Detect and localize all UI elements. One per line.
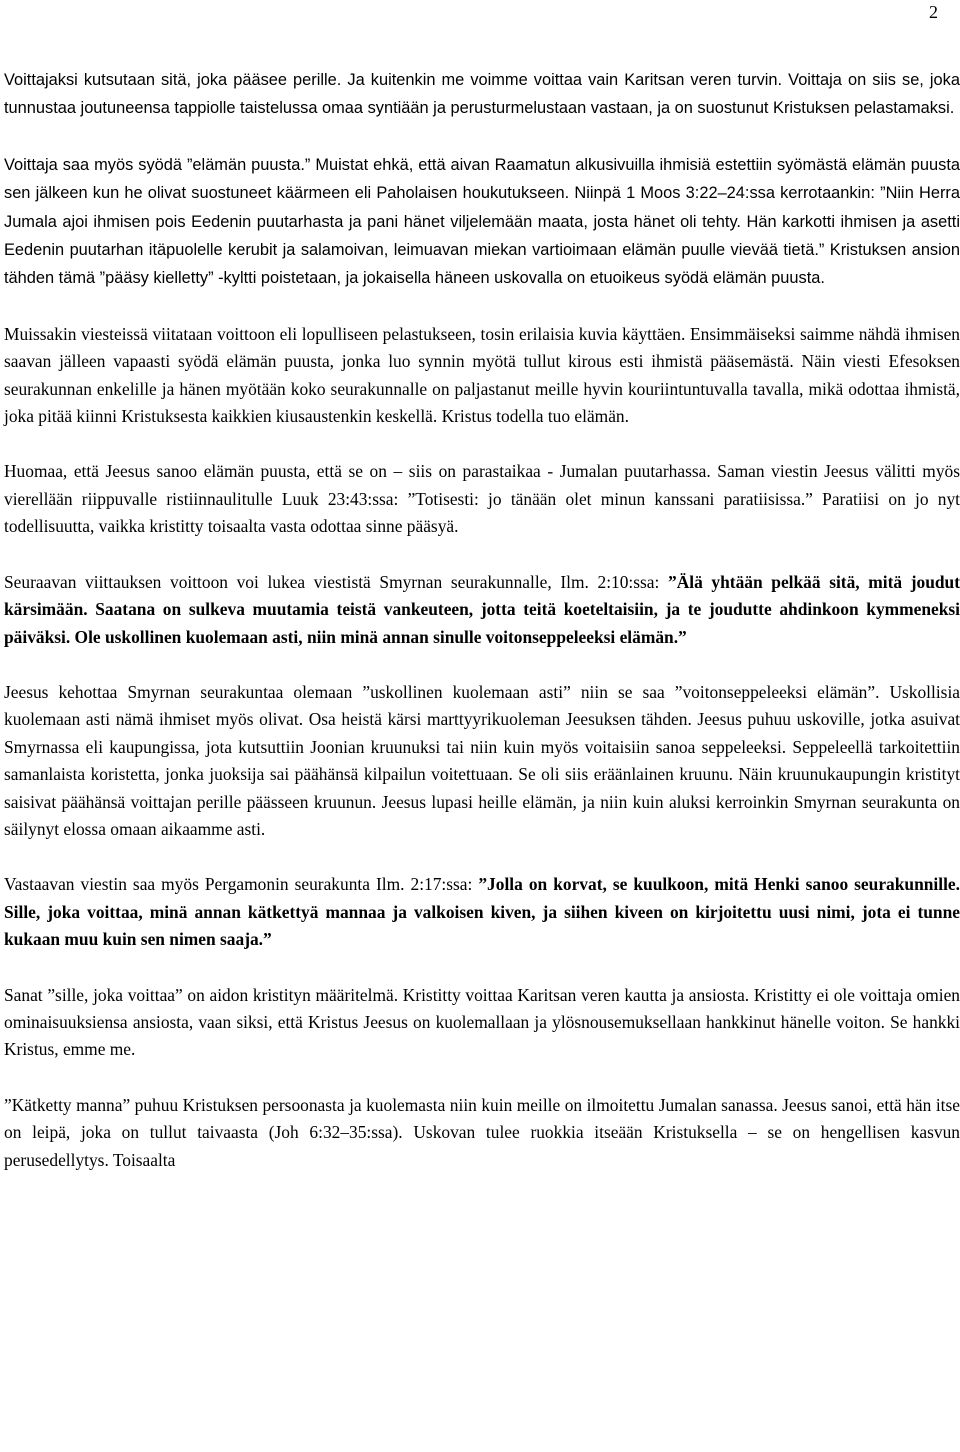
paragraph-text: Huomaa, että Jeesus sanoo elämän puusta, että se on – siis on parastaikaa - Jumalan puutarhassa. Saman viestin Jeesus välitti myös vierellään riippuvalle ristiinnaulitulle Luuk 23:43:ssa: ”Totisesti: jo tänään olet minun kanssani paratiisissa.” Paratiisi on jo nyt todellisuutta, vaikka kristitty toisaalta vasta odottaa sinne pääsyä.: [4, 461, 960, 537]
paragraph-2: [4, 151, 960, 293]
paragraph-text: Sanat ”sille, joka voittaa” on aidon kristityn määritelmä. Kristitty voittaa Karitsan veren kautta ja ansiosta. Kristitty ei ole voittaja omien ominaisuuksiensa ansiosta, vaan siksi, että Kristus Jeesus on kuolemallaan ja ylösnousemuksellaan hankkinut hänelle voiton. Se hankki Kristus, emme me.: [4, 984, 960, 1060]
paragraph-text: Voittaja saa myös syödä ”elämän puusta.” Muistat ehkä, että aivan Raamatun alkusivuilla ihmisiä estettiin syömästä elämän puusta sen jälkeen kun he olivat suostuneet käärmeen eli Paholaisen houkutukseen. Niinpä 1 Moos 3:22–24:ssa kerrotaankin: ”Niin Herra Jumala ajoi ihmisen pois Eedenin puutarhasta ja pani hänet viljelemään maata, josta hänet oli tehty. Hän karkotti ihmisen ja asetti Eedenin puutarhan itäpuolelle kerubit ja salamoivan, leimuavan miekan vartioimaan elämän puulle vievää tietä.” Kristuksen ansion tähden tämä ”pääsy kielletty” -kyltti poistetaan, ja jokaisella häneen uskovalla on etuoikeus syödä elämän puusta.: [4, 155, 960, 288]
paragraph-text: Seuraavan viittauksen voittoon voi lukea viestistä Smyrnan seurakunnalle, Ilm. 2:10:ssa:: [4, 571, 668, 592]
paragraph-text: Vastaavan viestin saa myös Pergamonin seurakunta Ilm. 2:17:ssa:: [4, 874, 479, 895]
paragraph-text: Jeesus kehottaa Smyrnan seurakuntaa olemaan ”uskollinen kuolemaan asti” niin se saa ”voitonseppeleeksi elämän”. Uskollisia kuolemaan asti nämä ihmiset myös olivat. Osa heistä kärsi marttyyrikuoleman Jeesuksen tähden. Jeesus puhuu uskoville, jotka asuivat Smyrnassa eli kaupungissa, jota kutsuttiin Joonian kruunuksi tai niin kuin myös voitaisiin sanoa seppeleeksi. Seppeleellä tarkoitettiin samanlaista koristetta, jonka juoksija sai päähänsä kilpailun voitettuaan. Se oli siis eräänlainen kruunu. Näin kruunukaupungin kristityt saisivat päähänsä voittajan perille päässeen kruunun. Jeesus lupasi heille elämän, ja niin kuin aluksi kerroinkin Smyrnan seurakunta on säilynyt elossa omaan aikaamme asti.: [4, 681, 960, 839]
bible-quote: ”Jolla on korvat, se kuulkoon, mitä Henki sanoo seurakunnille. Sille, joka voittaa, minä annan kätkettyä mannaa ja valkoisen kiven, ja siihen kiveen on kirjoitettu uusi nimi, jota ei tunne kukaan muu kuin sen nimen saaja.”: [4, 874, 960, 950]
paragraph-4: [4, 458, 960, 540]
paragraph-text: Muissakin viesteissä viitataan voittoon eli lopulliseen pelastukseen, tosin erilaisia kuvia käyttäen. Ensimmäiseksi saimme nähdä ihmisen saavan jälleen vapaasti syödä elämän puusta, jonka luo synnin myötä tullut kirous esti ihmistä pääsemästä. Näin viesti Efesoksen seurakunnan enkelille ja hänen myötään koko seurakunnalle on paljastanut meille hyvin kouriintuntuvalla tavalla, mikä odottaa ihmistä, joka pitää kiinni Kristuksesta kaikkien kiusaustenkin keskellä. Kristus todella tuo elämän.: [4, 323, 960, 427]
paragraph-1: [4, 66, 960, 123]
paragraph-5: [4, 569, 960, 651]
document-body: [4, 66, 960, 1174]
bible-quote: ”Älä yhtään pelkää sitä, mitä joudut kärsimään. Saatana on sulkeva muutamia teistä vankeuteen, jotta teitä koeteltaisiin, ja te joudutte ahdinkoon kymmeneksi päiväksi. Ole uskollinen kuolemaan asti, niin minä annan sinulle voitonseppeleeksi elämän.”: [4, 571, 960, 647]
paragraph-6: [4, 679, 960, 843]
page-number: 2: [929, 2, 938, 22]
paragraph-3: [4, 321, 960, 431]
paragraph-text: Voittajaksi kutsutaan sitä, joka pääsee perille. Ja kuitenkin me voimme voittaa vain Karitsan veren turvin. Voittaja on siis se, joka tunnustaa joutuneensa tappiolle taistelussa omaa syntiään ja perusturmelustaan vastaan, ja on suostunut Kristuksen pelastamaksi.: [4, 71, 960, 118]
paragraph-text: ”Kätketty manna” puhuu Kristuksen persoonasta ja kuolemasta niin kuin meille on ilmoitettu Jumalan sanassa. Jeesus sanoi, että hän itse on leipä, joka on tullut taivaasta (Joh 6:32–35:ssa). Uskovan tulee ruokkia itseään Kristuksella – se on hengellisen kasvun perusedellytys. Toisaalta: [4, 1094, 960, 1170]
paragraph-8: [4, 982, 960, 1064]
paragraph-7: [4, 871, 960, 953]
paragraph-9: [4, 1092, 960, 1174]
